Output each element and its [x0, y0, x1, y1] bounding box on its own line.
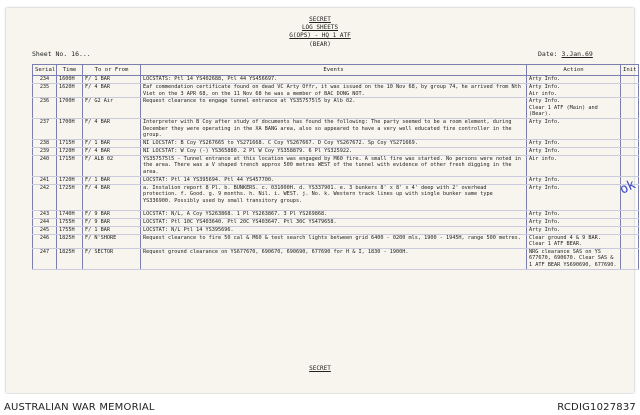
cell-tofrom: F/ 4 BAR	[83, 147, 141, 155]
cell-action: Clear ground 4 & 9 BAR. Clear 1 ATF BEAR.	[527, 234, 621, 248]
cell-action: NRG clearance SAS on YS 677670, 690670. Clear SAS & 1 ATF BEAR YS690690, 677690.	[527, 248, 621, 269]
cell-tofrom: F/ 9 BAR	[83, 218, 141, 226]
cell-action: Arty Info. Clear 1 ATF (Main) and (Bear).	[527, 98, 621, 119]
col-events-header: Events	[141, 65, 527, 76]
cell-tofrom: F/ G2 Air	[83, 98, 141, 119]
document-title: LOG SHEETS	[301, 24, 339, 31]
cell-events: Request clearance to engage tunnel entrance at YS357575l5 by Alb 02.	[141, 98, 527, 119]
cell-serial: 234	[33, 76, 57, 84]
cell-action: Arty Info.	[527, 139, 621, 147]
cell-time: 1825H	[57, 234, 83, 248]
cell-time: 1715H	[57, 155, 83, 176]
classification-top: SECRET	[309, 16, 331, 23]
cell-time: 1825H	[57, 248, 83, 269]
table-row	[33, 84, 639, 98]
table-row	[33, 226, 639, 234]
cell-tofrom: F/ ALB 02	[83, 155, 141, 176]
table-row	[33, 234, 639, 248]
cell-tofrom: F/ 9 BAR	[83, 210, 141, 218]
cell-action: Arty Info.	[527, 176, 621, 184]
table-row	[33, 147, 639, 155]
subunit-heading: (BEAR)	[309, 41, 331, 48]
cell-tofrom: F/ 1 BAR	[83, 226, 141, 234]
cell-time: 1720H	[57, 147, 83, 155]
cell-events: Eaf commendation certificate found on dead VC Arty Offr, it was issued on the 10 Nov 68, by group 74, he arrived from Nth Viet on the 3 APR 68, on the 11 Nov 68 he was a member of BAC DONG NOT.	[141, 84, 527, 98]
archive-name: AUSTRALIAN WAR MEMORIAL	[4, 402, 155, 413]
cell-init	[621, 234, 639, 248]
cell-serial: 241	[33, 176, 57, 184]
table-row	[33, 118, 639, 139]
table-row	[33, 248, 639, 269]
cell-events: Interpreter with B Coy after study of documents has found the following: The party seemed to be a room element, during December they were operating in the XA BANG area, also so appeared to have a very well educated fire controller in the group.	[141, 118, 527, 139]
cell-serial: 238	[33, 139, 57, 147]
sheet-date	[538, 50, 593, 58]
col-serial-header: Serial	[33, 65, 57, 76]
cell-init	[621, 155, 639, 176]
cell-time: 1715H	[57, 139, 83, 147]
col-init-header: Init	[621, 65, 639, 76]
cell-tofrom: F/ 4 BAR	[83, 184, 141, 210]
cell-action: Arty Info. Air info.	[527, 84, 621, 98]
cell-serial: 244	[33, 218, 57, 226]
cell-events: LOCSTAT: N/L Ptl 14 YS395696.	[141, 226, 527, 234]
cell-tofrom: F/ 4 BAR	[83, 118, 141, 139]
cell-serial: 245	[33, 226, 57, 234]
cell-tofrom: F/ 1 BAR	[83, 139, 141, 147]
cell-time: 1600H	[57, 76, 83, 84]
cell-time: 1740H	[57, 210, 83, 218]
cell-action: Air info.	[527, 155, 621, 176]
table-row	[33, 210, 639, 218]
cell-serial: 235	[33, 84, 57, 98]
cell-time: 1755H	[57, 226, 83, 234]
cell-init	[621, 218, 639, 226]
sheet-number	[32, 50, 91, 58]
cell-serial: 247	[33, 248, 57, 269]
cell-events: LOCSTATS: Ptl 14 YS402688, Ptl 44 YS456697.	[141, 76, 527, 84]
cell-tofrom: F/ 1 BAR	[83, 76, 141, 84]
cell-init	[621, 118, 639, 139]
col-tofrom-header: To or From	[83, 65, 141, 76]
log-sheet-page	[6, 8, 639, 393]
cell-events: Request ground clearance on YS677670, 690670, 690690, 677690 for H & I, 1830 - 1900H.	[141, 248, 527, 269]
cell-tofrom: F/ N'SHORE	[83, 234, 141, 248]
cell-time: 1620H	[57, 84, 83, 98]
cell-action: Arty Info.	[527, 210, 621, 218]
cell-serial: 236	[33, 98, 57, 119]
cell-init	[621, 76, 639, 84]
cell-tofrom: F/ 4 BAR	[83, 84, 141, 98]
cell-serial: 246	[33, 234, 57, 248]
cell-events: YS357575l5 - Tunnel entrance at this location was engaged by M60 fire. A small fire was started. No persons were noted in the area. There was a V shaped trench approx 500 metres WEST of the tunnel with evidence of other fresh digging in the area.	[141, 155, 527, 176]
cell-action: Arty Info.	[527, 184, 621, 210]
cell-events: LOCSTAT: N/L, A Coy YS263868. 1 Pl YS263867. 3 Pl YS269868.	[141, 210, 527, 218]
cell-init	[621, 139, 639, 147]
archive-reference: RCDIG1027837	[557, 402, 636, 413]
classification-bottom: SECRET	[309, 365, 331, 372]
table-row	[33, 184, 639, 210]
cell-tofrom: F/ SECTOR	[83, 248, 141, 269]
sheet-value: 16...	[71, 50, 91, 58]
table-row	[33, 176, 639, 184]
cell-events: Request clearance to fire 50 cal & M60 & test search lights between grid 6400 - 0200 mls, 1900 - 1945H, range 500 metres.	[141, 234, 527, 248]
cell-action: Arty Info.	[527, 118, 621, 139]
cell-action: Arty Info.	[527, 218, 621, 226]
cell-tofrom: F/ 1 BAR	[83, 176, 141, 184]
cell-time: 1700H	[57, 118, 83, 139]
cell-init	[621, 84, 639, 98]
cell-time: 1720H	[57, 176, 83, 184]
log-table	[32, 64, 639, 270]
cell-serial: 239	[33, 147, 57, 155]
date-value: 3.Jan.69	[561, 50, 593, 58]
date-label: Date:	[538, 50, 558, 58]
unit-heading: G(OPS) - HQ 1 ATF	[289, 32, 351, 39]
cell-init	[621, 248, 639, 269]
table-header-row	[33, 65, 639, 76]
cell-init	[621, 147, 639, 155]
cell-action: Arty Info.	[527, 76, 621, 84]
table-body	[33, 76, 639, 270]
cell-serial: 237	[33, 118, 57, 139]
cell-action: Arty Info.	[527, 147, 621, 155]
sheet-label: Sheet No.	[32, 50, 68, 58]
cell-serial: 240	[33, 155, 57, 176]
table-row	[33, 76, 639, 84]
col-time-header: Time	[57, 65, 83, 76]
cell-init	[621, 210, 639, 218]
cell-serial: 243	[33, 210, 57, 218]
cell-action: Arty Info.	[527, 226, 621, 234]
cell-events: LOCSTAT: Ptl 10C YS403640. Ptl 20C YS403647. Ptl 30C YS479658.	[141, 218, 527, 226]
handwritten-margin-mark: ok	[617, 177, 639, 198]
table-row	[33, 218, 639, 226]
cell-time: 1700H	[57, 98, 83, 119]
cell-init	[621, 98, 639, 119]
cell-events: NI LOCSTAT: B Coy YS267665 to YS271668. C Coy YS267667. D Coy YS267672. Sp Coy YS271669.	[141, 139, 527, 147]
table-row	[33, 98, 639, 119]
cell-serial: 242	[33, 184, 57, 210]
table-row	[33, 155, 639, 176]
cell-events: a. Instalion report 8 Pl. b. BUNKERS. c. 031000H. d. YS337901. e. 3 bunkers 8' x 8' x 4' deep with 2' overhead protection. f. Good. g. 9 months. h. Nil. i. WEST. j. No. k. Western track lines up with single bunker same type YS336900. Possibly used by small transitory groups.	[141, 184, 527, 210]
cell-time: 1755H	[57, 218, 83, 226]
col-action-header: Action	[527, 65, 621, 76]
cell-time: 1725H	[57, 184, 83, 210]
table-row	[33, 139, 639, 147]
cell-init	[621, 226, 639, 234]
cell-events: NI LOCSTAT: W Coy (-) YS365880. 2 Pl W Coy YS358879. 6 Pl YS325922.	[141, 147, 527, 155]
cell-events: LOCSTAT: Ptl 14 YS395694. Ptl 44 YS457700.	[141, 176, 527, 184]
